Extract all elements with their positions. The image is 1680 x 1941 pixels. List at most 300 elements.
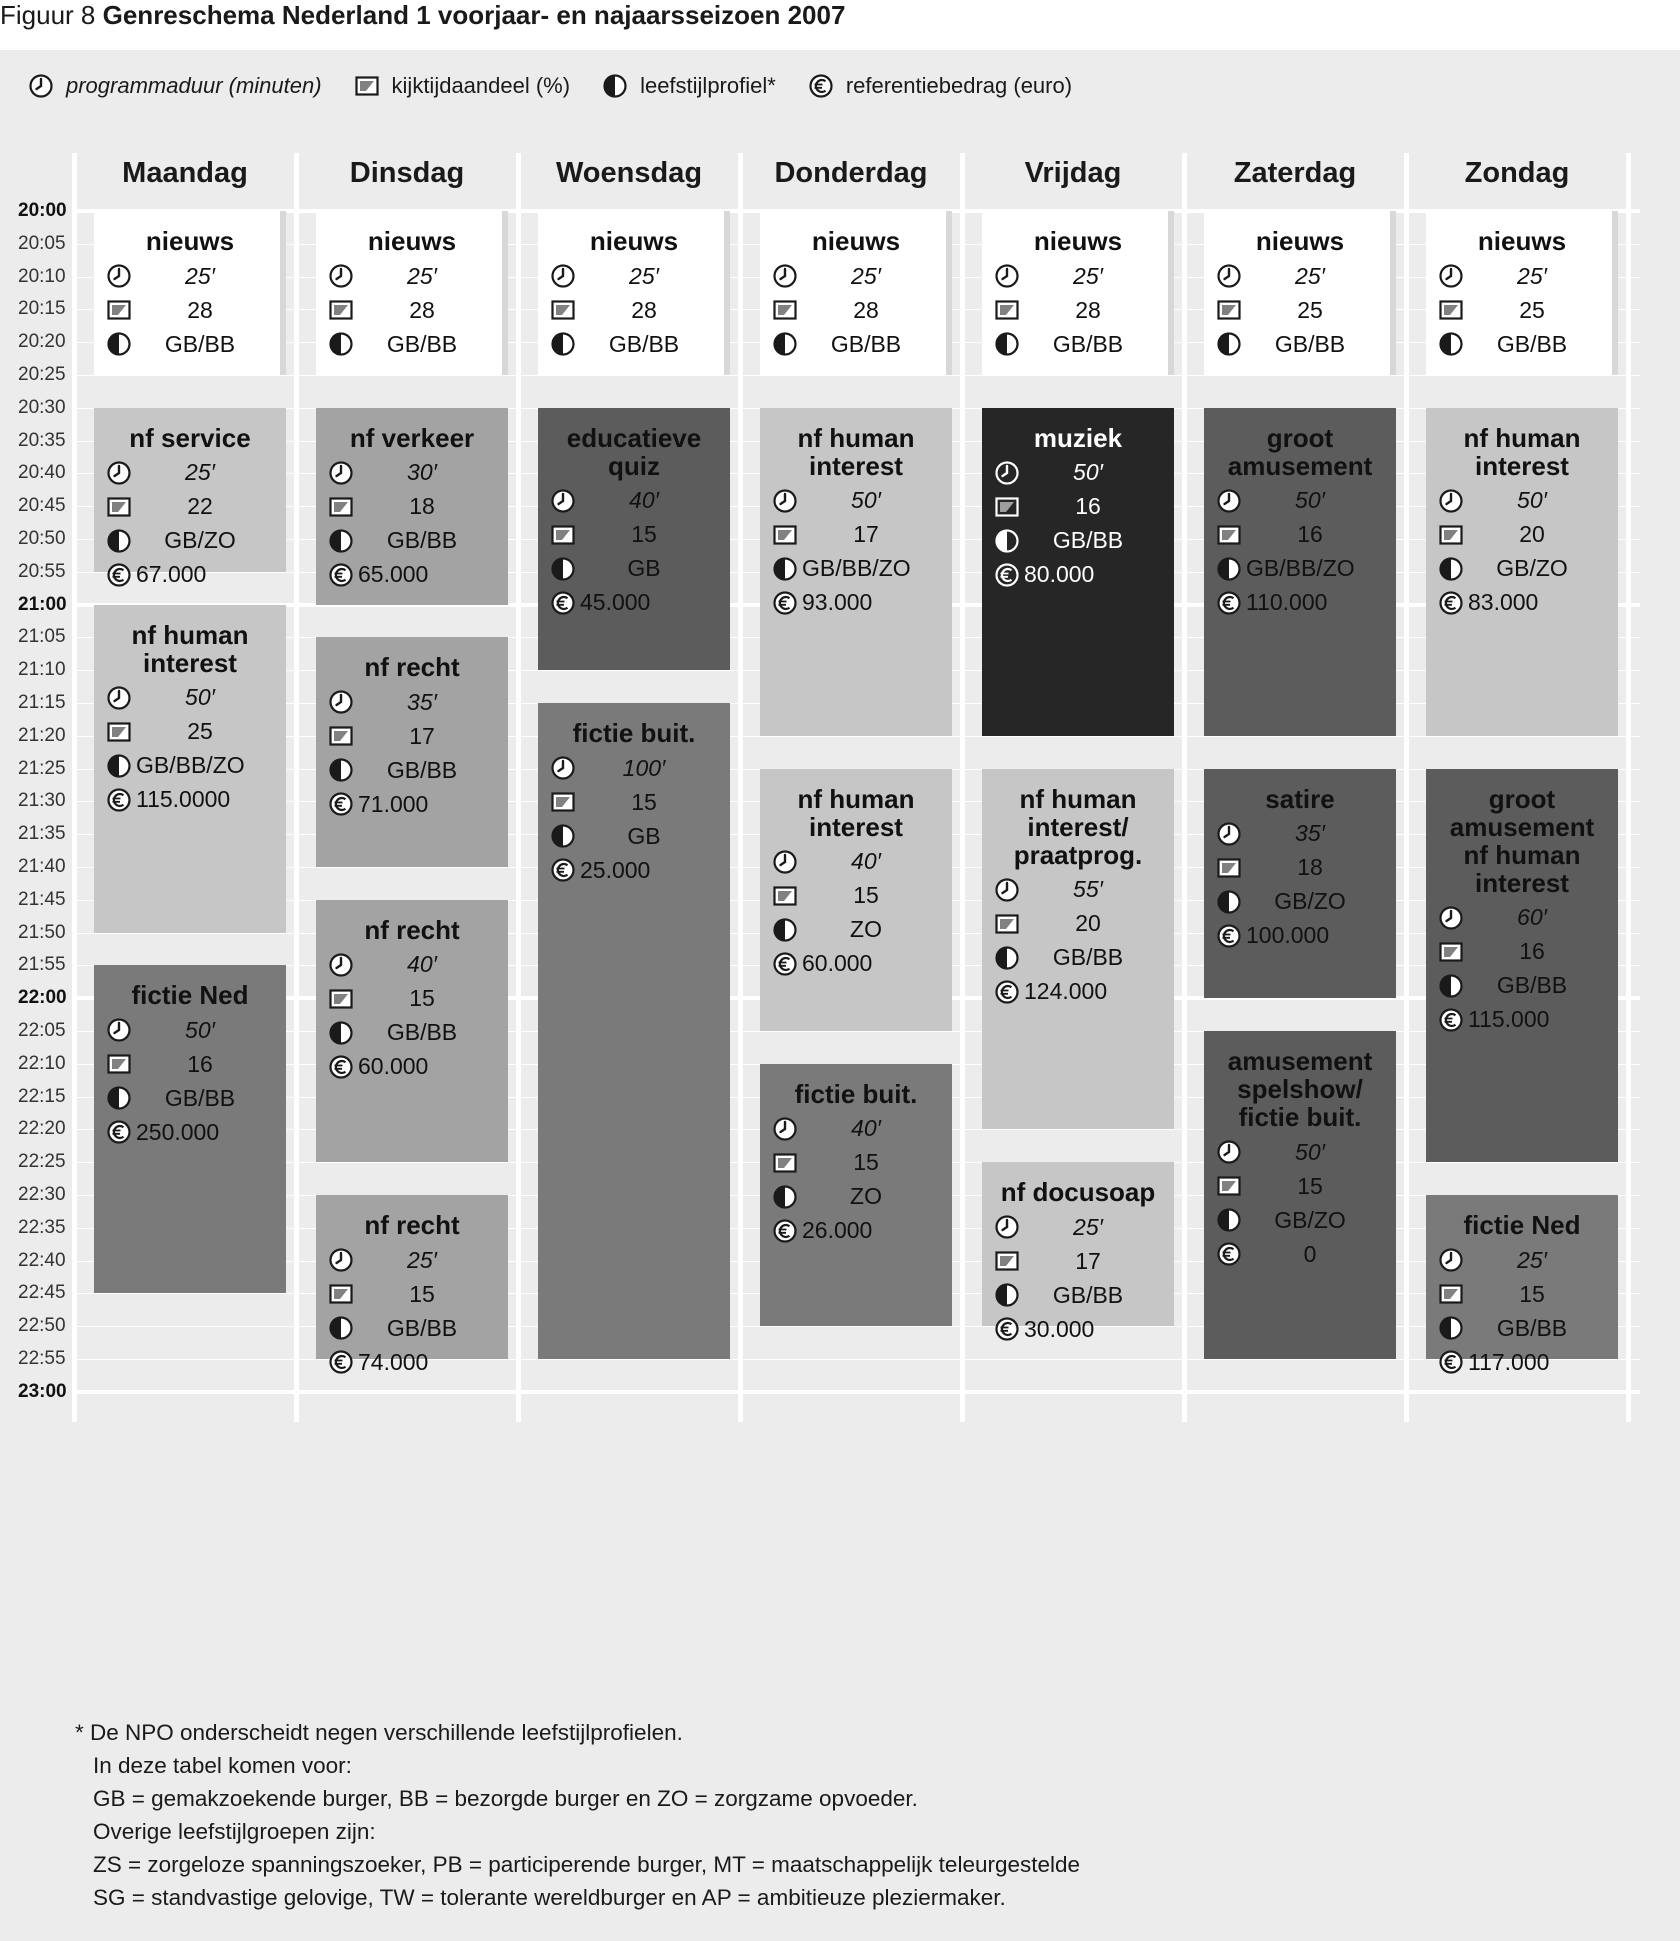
tv-screen-icon	[328, 1281, 354, 1307]
stat-row	[1204, 293, 1396, 327]
time-tick: 21:40	[18, 856, 66, 877]
program-title: nf verkeer	[349, 422, 475, 453]
stat-row	[94, 1081, 286, 1115]
tv-screen-icon	[772, 883, 798, 909]
euro-value: 45.000	[580, 589, 651, 616]
euro-value: 117.000	[1468, 1348, 1550, 1375]
half-circle-icon	[328, 1315, 354, 1341]
program-stats	[316, 944, 508, 1084]
stat-row	[538, 552, 730, 586]
duration-value: 50′	[1517, 487, 1547, 514]
stat-row	[316, 327, 508, 361]
half-circle-icon	[1216, 331, 1242, 357]
stat-row	[982, 907, 1174, 941]
gridline	[74, 1359, 1640, 1360]
time-tick: 21:15	[18, 692, 66, 713]
program-title: nf recht	[364, 652, 460, 683]
stat-row	[1426, 901, 1618, 935]
euro-icon	[772, 590, 798, 616]
program-stats	[538, 747, 730, 887]
day-header-maandag: Maandag	[122, 157, 248, 189]
duration-value: 25′	[1517, 1246, 1547, 1273]
time-tick: 20:05	[18, 232, 66, 254]
stat-row	[94, 715, 286, 749]
duration-value: 50′	[1295, 1138, 1325, 1165]
clock-icon	[106, 460, 132, 486]
stat-row	[316, 948, 508, 982]
stat-row	[982, 1312, 1174, 1346]
share-value: 28	[187, 296, 213, 323]
half-circle-icon	[1438, 331, 1464, 357]
time-tick: 21:20	[18, 724, 66, 746]
euro-icon	[328, 1054, 354, 1080]
half-circle-icon	[550, 331, 576, 357]
share-value: 20	[1075, 910, 1101, 937]
half-circle-icon	[106, 753, 132, 779]
gridline	[74, 1031, 1640, 1032]
profile-value: GB/BB	[386, 330, 458, 357]
program-block	[1204, 769, 1396, 999]
program-stats	[982, 452, 1174, 592]
clock-icon	[994, 263, 1020, 289]
half-circle-icon	[106, 331, 132, 357]
half-circle-icon	[1438, 556, 1464, 582]
tv-screen-icon	[1438, 297, 1464, 323]
tv-screen-icon	[328, 723, 354, 749]
euro-value: 60.000	[802, 950, 873, 977]
tv-screen-icon	[328, 297, 354, 323]
duration-value: 25′	[1073, 262, 1103, 289]
stat-row	[982, 873, 1174, 907]
euro-value: 60.000	[358, 1053, 429, 1080]
share-value: 28	[853, 296, 879, 323]
program-stats	[1204, 255, 1396, 361]
stat-row	[1204, 885, 1396, 919]
program-stats	[1204, 1131, 1396, 1271]
program-stats	[94, 677, 286, 817]
half-circle-icon	[106, 1085, 132, 1111]
stat-row	[94, 1047, 286, 1081]
column-separator	[1404, 153, 1409, 1422]
footnote-line: In deze tabel komen voor:	[93, 1753, 352, 1778]
profile-value: GB/BB	[1496, 1314, 1568, 1341]
profile-value: GB/BB	[1052, 330, 1124, 357]
legend-label: programmaduur (minuten)	[66, 73, 322, 98]
stat-row	[316, 1311, 508, 1345]
program-stats	[982, 869, 1174, 1009]
clock-icon	[1216, 1139, 1242, 1165]
duration-value: 40′	[851, 1115, 881, 1142]
time-tick: 22:35	[18, 1216, 66, 1238]
stat-row	[538, 785, 730, 819]
profile-value: GB/ZO	[1274, 1206, 1346, 1233]
stat-row	[538, 484, 730, 518]
stat-row	[316, 1277, 508, 1311]
time-tick: 20:00	[18, 200, 67, 221]
profile-value: GB/BB	[830, 330, 902, 357]
profile-value: GB/BB/ZO	[1246, 555, 1355, 582]
stat-row	[94, 524, 286, 558]
program-title: fictie Ned	[131, 980, 249, 1011]
stat-row	[982, 558, 1174, 592]
program-stats	[1204, 813, 1396, 953]
stat-row	[760, 293, 952, 327]
stat-row	[316, 685, 508, 719]
stat-row	[1426, 552, 1618, 586]
duration-value: 25′	[185, 262, 215, 289]
program-stats	[760, 841, 952, 981]
stat-row	[1426, 259, 1618, 293]
euro-icon	[328, 1349, 354, 1375]
share-value: 25	[1297, 296, 1323, 323]
clock-icon	[994, 1214, 1020, 1240]
time-tick: 22:55	[18, 1348, 66, 1369]
share-value: 17	[1075, 1247, 1101, 1274]
stat-row	[538, 293, 730, 327]
stat-row	[94, 327, 286, 361]
program-block	[1204, 1031, 1396, 1359]
time-tick: 21:30	[18, 790, 66, 812]
euro-value: 124.000	[1024, 978, 1108, 1005]
stat-row	[94, 259, 286, 293]
program-title: nf human interest	[1463, 422, 1581, 481]
stat-row	[1204, 259, 1396, 293]
time-tick: 20:25	[18, 364, 66, 385]
footnote	[75, 1716, 1080, 1914]
half-circle-icon	[550, 823, 576, 849]
program-stats	[1204, 480, 1396, 620]
stat-row	[1426, 935, 1618, 969]
program-stats	[1426, 480, 1618, 620]
duration-value: 50′	[1073, 459, 1103, 486]
stat-row	[316, 1345, 508, 1379]
euro-icon	[106, 562, 132, 588]
clock-icon	[1438, 488, 1464, 514]
day-header-vrijdag: Vrijdag	[1024, 157, 1122, 189]
share-value: 15	[409, 985, 435, 1012]
time-tick: 20:15	[18, 298, 66, 320]
half-circle-icon	[328, 528, 354, 554]
stat-row	[316, 1016, 508, 1050]
profile-value: GB/BB	[1052, 1281, 1124, 1308]
tv-screen-icon	[550, 297, 576, 323]
stat-row	[982, 975, 1174, 1009]
program-block	[94, 211, 286, 375]
program-title: nf recht	[364, 914, 460, 945]
tv-screen-icon	[1216, 1173, 1242, 1199]
half-circle-icon	[994, 1282, 1020, 1308]
duration-value: 25′	[629, 262, 659, 289]
euro-value: 30.000	[1024, 1315, 1095, 1342]
tv-screen-icon	[994, 297, 1020, 323]
duration-value: 50′	[185, 684, 215, 711]
time-tick: 22:25	[18, 1151, 66, 1173]
program-block	[94, 408, 286, 588]
share-value: 15	[631, 788, 657, 815]
program-stats	[94, 255, 286, 361]
time-tick: 20:35	[18, 429, 66, 451]
program-block	[982, 408, 1174, 736]
half-circle-icon	[772, 556, 798, 582]
stat-row	[1426, 1311, 1618, 1345]
half-circle-icon	[106, 528, 132, 554]
program-stats	[1426, 255, 1618, 361]
stat-row	[316, 456, 508, 490]
time-tick: 22:10	[18, 1052, 66, 1074]
tv-screen-icon	[106, 494, 132, 520]
half-circle-icon	[1216, 556, 1242, 582]
legend-label: leefstijlprofiel*	[640, 73, 776, 98]
half-circle-icon	[1438, 1315, 1464, 1341]
clock-icon	[328, 1247, 354, 1273]
half-circle-icon	[550, 556, 576, 582]
tv-screen-icon	[1216, 522, 1242, 548]
stat-row	[1204, 1135, 1396, 1169]
profile-value: GB/BB	[386, 1314, 458, 1341]
time-tick: 21:50	[18, 921, 66, 943]
program-title: nf human interest/ praatprog.	[1013, 783, 1143, 870]
euro-icon	[328, 562, 354, 588]
share-value: 25	[1519, 296, 1545, 323]
day-header-zondag: Zondag	[1464, 157, 1570, 189]
share-value: 18	[409, 493, 435, 520]
clock-icon	[772, 263, 798, 289]
half-circle-icon	[772, 1184, 798, 1210]
euro-icon	[328, 791, 354, 817]
program-block	[94, 605, 286, 933]
program-block	[1426, 408, 1618, 736]
clock-icon	[328, 689, 354, 715]
stat-row	[316, 719, 508, 753]
half-circle-icon	[602, 73, 628, 99]
stat-row	[1426, 1003, 1618, 1037]
program-stats	[760, 480, 952, 620]
time-tick: 21:10	[18, 659, 66, 681]
clock-icon	[328, 460, 354, 486]
program-block	[316, 637, 508, 867]
euro-value: 71.000	[358, 790, 429, 817]
program-title: nf human interest	[797, 422, 915, 481]
stat-row	[1204, 518, 1396, 552]
time-tick: 22:30	[18, 1184, 66, 1205]
column-separator	[1182, 153, 1187, 1422]
stat-row	[982, 259, 1174, 293]
stat-row	[1426, 969, 1618, 1003]
clock-icon	[1438, 905, 1464, 931]
program-block	[760, 211, 952, 375]
program-title: fictie buit.	[572, 718, 696, 748]
clock-icon	[994, 460, 1020, 486]
stat-row	[538, 751, 730, 785]
profile-value: GB/BB/ZO	[136, 752, 245, 779]
program-stats	[538, 480, 730, 620]
stat-row	[982, 293, 1174, 327]
stat-row	[1204, 1169, 1396, 1203]
share-value: 16	[1297, 521, 1323, 548]
stat-row	[760, 327, 952, 361]
program-block	[316, 408, 508, 605]
tv-screen-icon	[772, 1150, 798, 1176]
day-header-zaterdag: Zaterdag	[1233, 157, 1357, 189]
time-tick: 20:20	[18, 331, 66, 353]
half-circle-icon	[328, 1020, 354, 1046]
stat-row	[316, 753, 508, 787]
stat-row	[982, 524, 1174, 558]
tv-screen-icon	[328, 986, 354, 1012]
tv-screen-icon	[1216, 855, 1242, 881]
euro-value: 83.000	[1468, 589, 1539, 616]
euro-value: 93.000	[802, 589, 873, 616]
profile-value: GB	[627, 555, 661, 582]
euro-value: 65.000	[358, 561, 429, 588]
stat-row	[316, 787, 508, 821]
column-separator	[294, 153, 299, 1422]
stat-row	[316, 524, 508, 558]
stat-row	[1426, 586, 1618, 620]
legend-item	[28, 73, 322, 99]
program-block	[760, 769, 952, 1031]
stat-row	[94, 490, 286, 524]
tv-screen-icon	[994, 911, 1020, 937]
stat-row	[316, 259, 508, 293]
program-block	[538, 211, 730, 375]
euro-value: 26.000	[802, 1217, 873, 1244]
clock-icon	[1438, 1247, 1464, 1273]
half-circle-icon	[772, 917, 798, 943]
stat-row	[316, 982, 508, 1016]
profile-value: GB/BB	[386, 756, 458, 783]
stat-row	[94, 456, 286, 490]
stat-row	[1204, 919, 1396, 953]
clock-icon	[994, 877, 1020, 903]
clock-icon	[106, 263, 132, 289]
program-block	[982, 1162, 1174, 1342]
duration-value: 60′	[1517, 904, 1547, 931]
stat-row	[982, 941, 1174, 975]
gridline	[74, 736, 1640, 737]
share-value: 16	[187, 1050, 213, 1077]
day-header-woensdag: Woensdag	[555, 157, 703, 189]
stat-row	[538, 327, 730, 361]
duration-value: 50′	[185, 1016, 215, 1043]
stat-row	[538, 853, 730, 887]
program-block	[538, 408, 730, 670]
tv-screen-icon	[106, 1051, 132, 1077]
legend-item	[808, 73, 1072, 99]
duration-value: 25′	[407, 262, 437, 289]
euro-value: 0	[1303, 1240, 1317, 1267]
profile-value: ZO	[850, 1183, 882, 1210]
clock-icon	[772, 488, 798, 514]
euro-icon	[994, 1316, 1020, 1342]
stat-row	[1204, 1203, 1396, 1237]
stat-row	[94, 681, 286, 715]
half-circle-icon	[994, 331, 1020, 357]
stat-row	[982, 327, 1174, 361]
program-title: nieuws	[1255, 226, 1345, 256]
time-tick: 21:45	[18, 888, 66, 910]
stat-row	[982, 1210, 1174, 1244]
stat-row	[760, 1112, 952, 1146]
half-circle-icon	[328, 331, 354, 357]
program-block	[760, 408, 952, 736]
program-title: nieuws	[811, 226, 901, 256]
half-circle-icon	[328, 757, 354, 783]
stat-row	[1204, 484, 1396, 518]
time-tick: 20:40	[18, 462, 66, 484]
euro-icon	[772, 1218, 798, 1244]
euro-value: 110.000	[1246, 589, 1328, 616]
time-tick: 22:50	[18, 1315, 66, 1337]
tv-screen-icon	[106, 297, 132, 323]
tv-screen-icon	[1438, 522, 1464, 548]
tv-screen-icon	[994, 494, 1020, 520]
time-tick: 22:00	[18, 987, 67, 1009]
euro-icon	[1216, 1241, 1242, 1267]
share-value: 17	[853, 521, 879, 548]
euro-icon	[994, 979, 1020, 1005]
program-block	[982, 769, 1174, 1130]
time-tick: 22:15	[18, 1085, 66, 1107]
program-block	[316, 211, 508, 375]
profile-value: GB/BB/ZO	[802, 555, 911, 582]
tv-screen-icon	[328, 494, 354, 520]
day-header-donderdag: Donderdag	[774, 157, 928, 189]
euro-icon	[106, 1119, 132, 1145]
share-value: 25	[187, 718, 213, 745]
duration-value: 25′	[851, 262, 881, 289]
stat-row	[94, 783, 286, 817]
program-block	[1426, 1195, 1618, 1375]
euro-icon	[106, 787, 132, 813]
duration-value: 25′	[1517, 262, 1547, 289]
euro-value: 115.000	[1468, 1006, 1550, 1033]
profile-value: GB/ZO	[1496, 555, 1568, 582]
duration-value: 25′	[1295, 262, 1325, 289]
clock-icon	[772, 1116, 798, 1142]
profile-value: GB/BB	[1496, 972, 1568, 999]
program-title: nf service	[129, 422, 251, 453]
program-stats	[316, 452, 508, 592]
share-value: 28	[631, 296, 657, 323]
stat-row	[1204, 327, 1396, 361]
share-value: 17	[409, 722, 435, 749]
tv-screen-icon	[550, 522, 576, 548]
figure-heading: Genreschema Nederland 1 voorjaar- en najaarsseizoen 2007	[102, 0, 846, 30]
stat-row	[538, 518, 730, 552]
stat-row	[538, 259, 730, 293]
duration-value: 100′	[622, 754, 666, 781]
clock-icon	[550, 755, 576, 781]
stat-row	[982, 1278, 1174, 1312]
euro-icon	[772, 951, 798, 977]
stat-row	[538, 819, 730, 853]
program-block	[982, 211, 1174, 375]
stat-row	[1204, 1237, 1396, 1271]
program-title: nieuws	[1477, 226, 1567, 256]
program-stats	[760, 1108, 952, 1248]
duration-value: 50′	[851, 487, 881, 514]
euro-value: 67.000	[136, 561, 207, 588]
stat-row	[760, 1180, 952, 1214]
profile-value: GB/BB	[608, 330, 680, 357]
legend-item	[354, 73, 571, 99]
program-stats	[760, 255, 952, 361]
stat-row	[1426, 1277, 1618, 1311]
program-title: fictie buit.	[794, 1078, 918, 1109]
legend-label: referentiebedrag (euro)	[845, 73, 1073, 98]
share-value: 28	[1075, 296, 1101, 323]
